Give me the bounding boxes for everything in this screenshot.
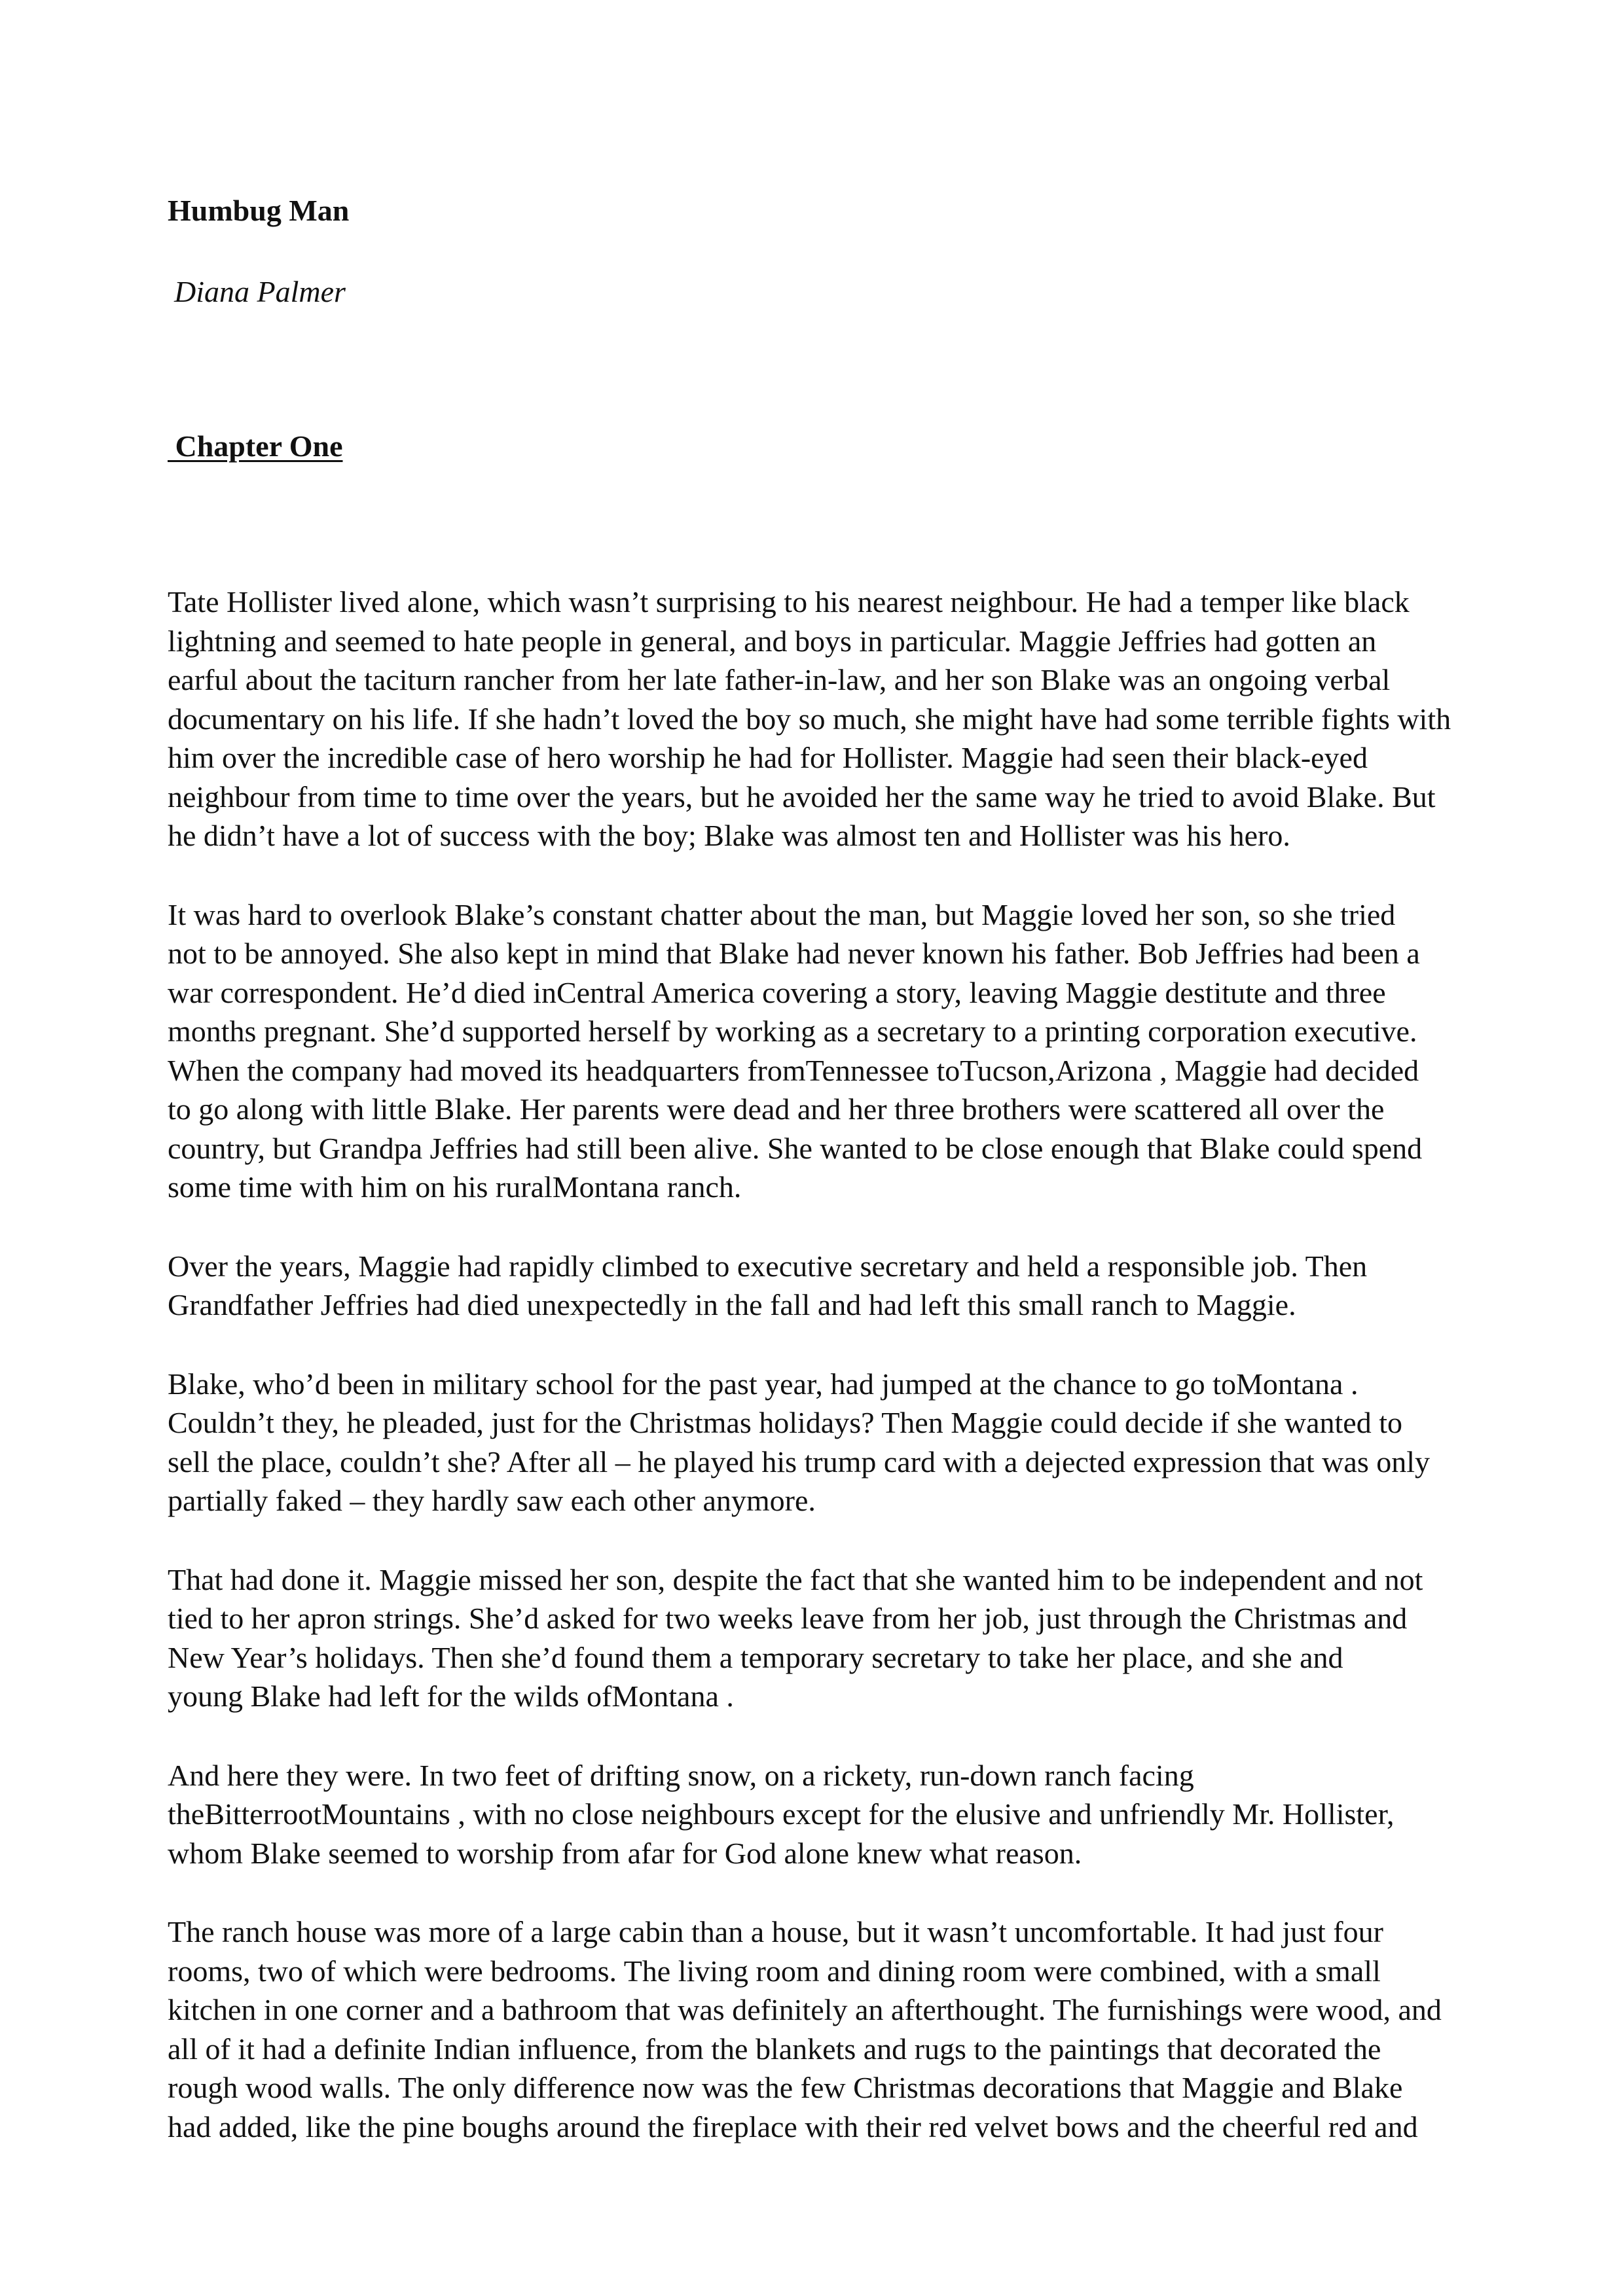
text-line: some time with him on his ruralMontana ranch. xyxy=(168,1170,742,1204)
text-line: theBitterrootMountains , with no close neighbours except for the elusive and unfriendly Mr. Hollister, xyxy=(168,1797,1395,1831)
paragraph xyxy=(168,583,1484,855)
text-line: Tate Hollister lived alone, which wasn’t surprising to his nearest neighbour. He had a temper like black xyxy=(168,585,1410,619)
chapter-body xyxy=(168,583,1484,2186)
text-line: rough wood walls. The only difference now was the few Christmas decorations that Maggie and Blake xyxy=(168,2071,1403,2104)
text-line: all of it had a definite Indian influence, from the blankets and rugs to the paintings that decorated the xyxy=(168,2032,1381,2066)
author-name: Diana Palmer xyxy=(174,275,346,308)
text-line: tied to her apron strings. She’d asked for two weeks leave from her job, just through the Christmas and xyxy=(168,1602,1408,1635)
paragraph xyxy=(168,1365,1484,1520)
book-title: Humbug Man xyxy=(168,194,350,227)
text-line: Grandfather Jeffries had died unexpectedly in the fall and had left this small ranch to Maggie. xyxy=(168,1288,1296,1321)
text-line: young Blake had left for the wilds ofMontana . xyxy=(168,1679,734,1713)
text-line: That had done it. Maggie missed her son, despite the fact that she wanted him to be independent and not xyxy=(168,1562,1423,1596)
text-line: whom Blake seemed to worship from afar for God alone knew what reason. xyxy=(168,1836,1082,1870)
text-line: months pregnant. She’d supported herself by working as a secretary to a printing corporation executive. xyxy=(168,1014,1417,1048)
text-line: he didn’t have a lot of success with the boy; Blake was almost ten and Hollister was his hero. xyxy=(168,819,1290,852)
text-line: country, but Grandpa Jeffries had still been alive. She wanted to be close enough that Blake could spend xyxy=(168,1131,1423,1165)
text-line: kitchen in one corner and a bathroom that was definitely an afterthought. The furnishings were wood, and xyxy=(168,1993,1442,2026)
text-line: not to be annoyed. She also kept in mind that Blake had never known his father. Bob Jeffries had been a xyxy=(168,937,1420,970)
text-line: war correspondent. He’d died inCentral America covering a story, leaving Maggie destitute and three xyxy=(168,975,1386,1009)
paragraph xyxy=(168,1912,1484,2146)
text-line: When the company had moved its headquarters fromTennessee toTucson,Arizona , Maggie had decided xyxy=(168,1053,1419,1087)
text-line: him over the incredible case of hero worship he had for Hollister. Maggie had seen their black-eyed xyxy=(168,741,1368,774)
paragraph xyxy=(168,1560,1484,1716)
text-line: Blake, who’d been in military school for the past year, had jumped at the chance to go toMontana . xyxy=(168,1367,1359,1401)
text-line: earful about the taciturn rancher from her late father-in-law, and her son Blake was an ongoing verbal xyxy=(168,663,1391,696)
chapter-heading: Chapter One xyxy=(168,429,343,463)
text-line: Over the years, Maggie had rapidly climbed to executive secretary and held a responsible job. Then xyxy=(168,1249,1368,1283)
text-line: New Year’s holidays. Then she’d found them a temporary secretary to take her place, and she and xyxy=(168,1640,1343,1674)
paragraph xyxy=(168,1756,1484,1873)
text-line: lightning and seemed to hate people in general, and boys in particular. Maggie Jeffries had gotten an xyxy=(168,624,1377,658)
text-line: rooms, two of which were bedrooms. The living room and dining room were combined, with a small xyxy=(168,1954,1381,1988)
text-line: to go along with little Blake. Her parents were dead and her three brothers were scattered all over the xyxy=(168,1092,1385,1126)
text-line: Couldn’t they, he pleaded, just for the Christmas holidays? Then Maggie could decide if she wanted to xyxy=(168,1406,1402,1439)
paragraph xyxy=(168,1247,1484,1325)
text-line: And here they were. In two feet of drifting snow, on a rickety, run-down ranch facing xyxy=(168,1758,1194,1792)
text-line: The ranch house was more of a large cabin than a house, but it wasn’t uncomfortable. It had just four xyxy=(168,1915,1383,1948)
text-line: had added, like the pine boughs around the fireplace with their red velvet bows and the cheerful red and xyxy=(168,2109,1418,2144)
paragraph xyxy=(168,895,1484,1207)
text-line: It was hard to overlook Blake’s constant chatter about the man, but Maggie loved her son, so she tried xyxy=(168,897,1396,931)
text-line: neighbour from time to time over the years, but he avoided her the same way he tried to avoid Blake. But xyxy=(168,780,1436,814)
text-line: documentary on his life. If she hadn’t loved the boy so much, she might have had some terrible fights with xyxy=(168,702,1451,736)
text-line: partially faked – they hardly saw each other anymore. xyxy=(168,1484,816,1517)
text-line: sell the place, couldn’t she? After all – he played his trump card with a dejected expression that was only xyxy=(168,1444,1431,1479)
